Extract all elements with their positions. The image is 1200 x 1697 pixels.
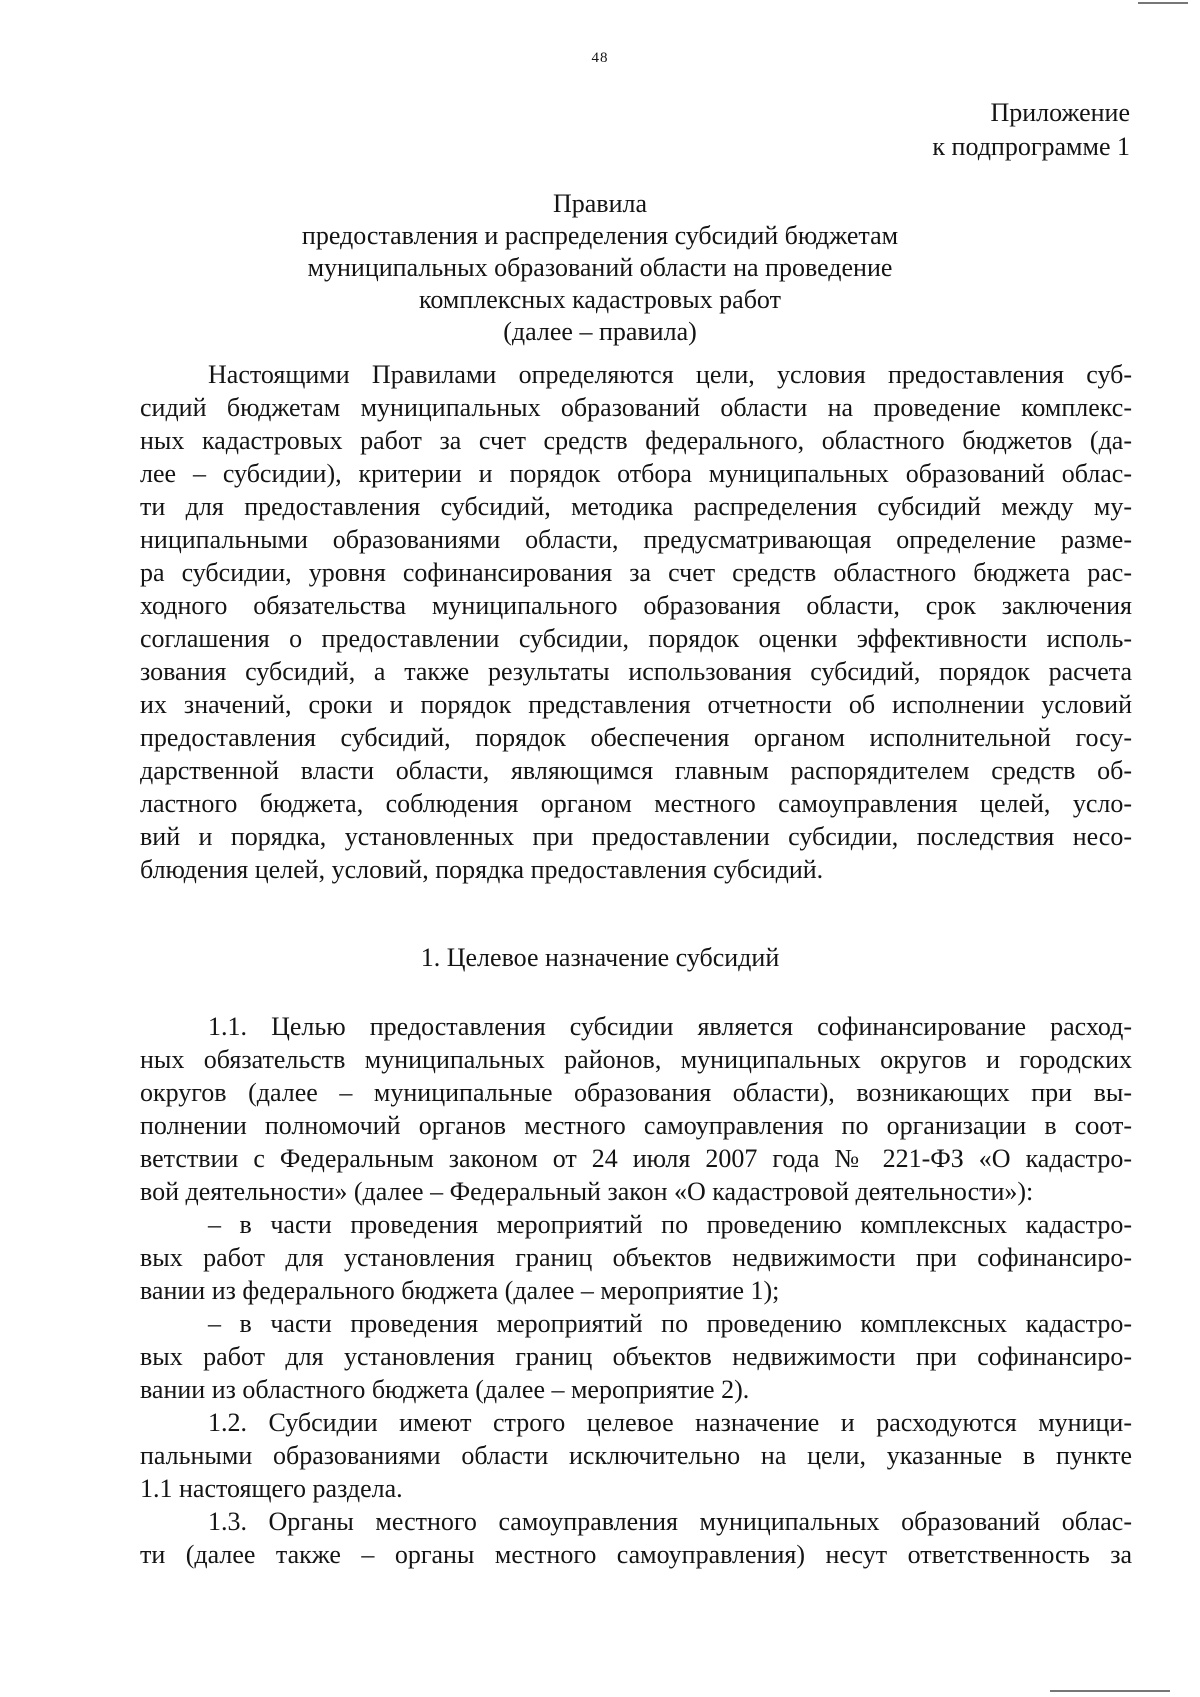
title-line-3: муниципальных образований области на проведение bbox=[307, 253, 893, 282]
text-line: Настоящими Правилами определяются цели, условия предоставления суб- bbox=[208, 360, 1132, 389]
text-line: предоставления субсидий, порядок обеспечения органом исполнительной госу- bbox=[140, 723, 1132, 752]
document-title bbox=[140, 188, 1060, 348]
text-line: 1.1 настоящего раздела. bbox=[140, 1474, 403, 1503]
text-line: ветствии с Федеральным законом от 24 июля 2007 года № 221-ФЗ «О кадастро- bbox=[140, 1144, 1132, 1173]
text-line: их значений, сроки и порядок представления отчетности об исполнении условий bbox=[140, 690, 1132, 719]
section-1-heading: 1. Целевое назначение субсидий bbox=[420, 943, 780, 972]
text-line: дарственной власти области, являющимся главным распорядителем средств об- bbox=[140, 756, 1132, 785]
title-line-1: Правила bbox=[552, 189, 648, 218]
scan-artifact-bottom bbox=[1050, 1690, 1170, 1692]
section-1-body bbox=[140, 1010, 1132, 1571]
text-line: 1.2. Субсидии имеют строго целевое назначение и расходуются муници- bbox=[208, 1408, 1132, 1437]
appendix-note bbox=[932, 96, 1130, 164]
text-line: ных кадастровых работ за счет средств федерального, областного бюджетов (да- bbox=[140, 426, 1132, 455]
text-line: ти для предоставления субсидий, методика распределения субсидий между му- bbox=[140, 492, 1132, 521]
intro-paragraph bbox=[140, 358, 1132, 886]
text-line: округов (далее – муниципальные образования области), возникающих при вы- bbox=[140, 1078, 1132, 1107]
text-line: вании из федерального бюджета (далее – мероприятие 1); bbox=[140, 1276, 780, 1305]
text-line: ходного обязательства муниципального образования области, срок заключения bbox=[140, 591, 1132, 620]
text-line: ластного бюджета, соблюдения органом местного самоуправления целей, усло- bbox=[140, 789, 1132, 818]
text-line: – в части проведения мероприятий по проведению комплексных кадастро- bbox=[208, 1210, 1132, 1239]
appendix-line-2: к подпрограмме 1 bbox=[932, 132, 1130, 161]
text-line: вых работ для установления границ объектов недвижимости при софинансиро- bbox=[140, 1243, 1132, 1272]
text-line: вых работ для установления границ объектов недвижимости при софинансиро- bbox=[140, 1342, 1132, 1371]
text-line: лее – субсидии), критерии и порядок отбора муниципальных образований облас- bbox=[140, 459, 1132, 488]
text-line: ти (далее также – органы местного самоуправления) несут ответственность за bbox=[140, 1540, 1132, 1569]
text-line: ниципальными образованиями области, предусматривающая определение разме- bbox=[140, 525, 1132, 554]
text-line: пальными образованиями области исключительно на цели, указанные в пункте bbox=[140, 1441, 1132, 1470]
text-line: полнении полномочий органов местного самоуправления по организации в соот- bbox=[140, 1111, 1132, 1140]
text-line: соглашения о предоставлении субсидии, порядок оценки эффективности исполь- bbox=[140, 624, 1132, 653]
text-line: зования субсидий, а также результаты использования субсидий, порядок расчета bbox=[140, 657, 1132, 686]
text-line: ных обязательств муниципальных районов, муниципальных округов и городских bbox=[140, 1045, 1132, 1074]
page-number: 48 bbox=[591, 50, 609, 66]
text-line: вий и порядка, установленных при предоставлении субсидии, последствия несо- bbox=[140, 822, 1132, 851]
text-line: 1.3. Органы местного самоуправления муниципальных образований облас- bbox=[208, 1507, 1132, 1536]
title-line-2: предоставления и распределения субсидий бюджетам bbox=[301, 221, 899, 250]
title-line-4: комплексных кадастровых работ bbox=[419, 285, 781, 314]
text-line: – в части проведения мероприятий по проведению комплексных кадастро- bbox=[208, 1309, 1132, 1338]
text-line: ра субсидии, уровня софинансирования за счет средств областного бюджета рас- bbox=[140, 558, 1132, 587]
text-line: вой деятельности» (далее – Федеральный закон «О кадастровой деятельности»): bbox=[140, 1177, 1034, 1206]
appendix-line-1: Приложение bbox=[990, 98, 1130, 127]
title-line-5: (далее – правила) bbox=[503, 317, 697, 346]
scan-artifact-top bbox=[1138, 2, 1188, 4]
text-line: вании из областного бюджета (далее – мероприятие 2). bbox=[140, 1375, 750, 1404]
text-line: 1.1. Целью предоставления субсидии является софинансирование расход- bbox=[208, 1012, 1132, 1041]
text-line: сидий бюджетам муниципальных образований области на проведение комплекс- bbox=[140, 393, 1132, 422]
text-line: блюдения целей, условий, порядка предоставления субсидий. bbox=[140, 855, 824, 884]
